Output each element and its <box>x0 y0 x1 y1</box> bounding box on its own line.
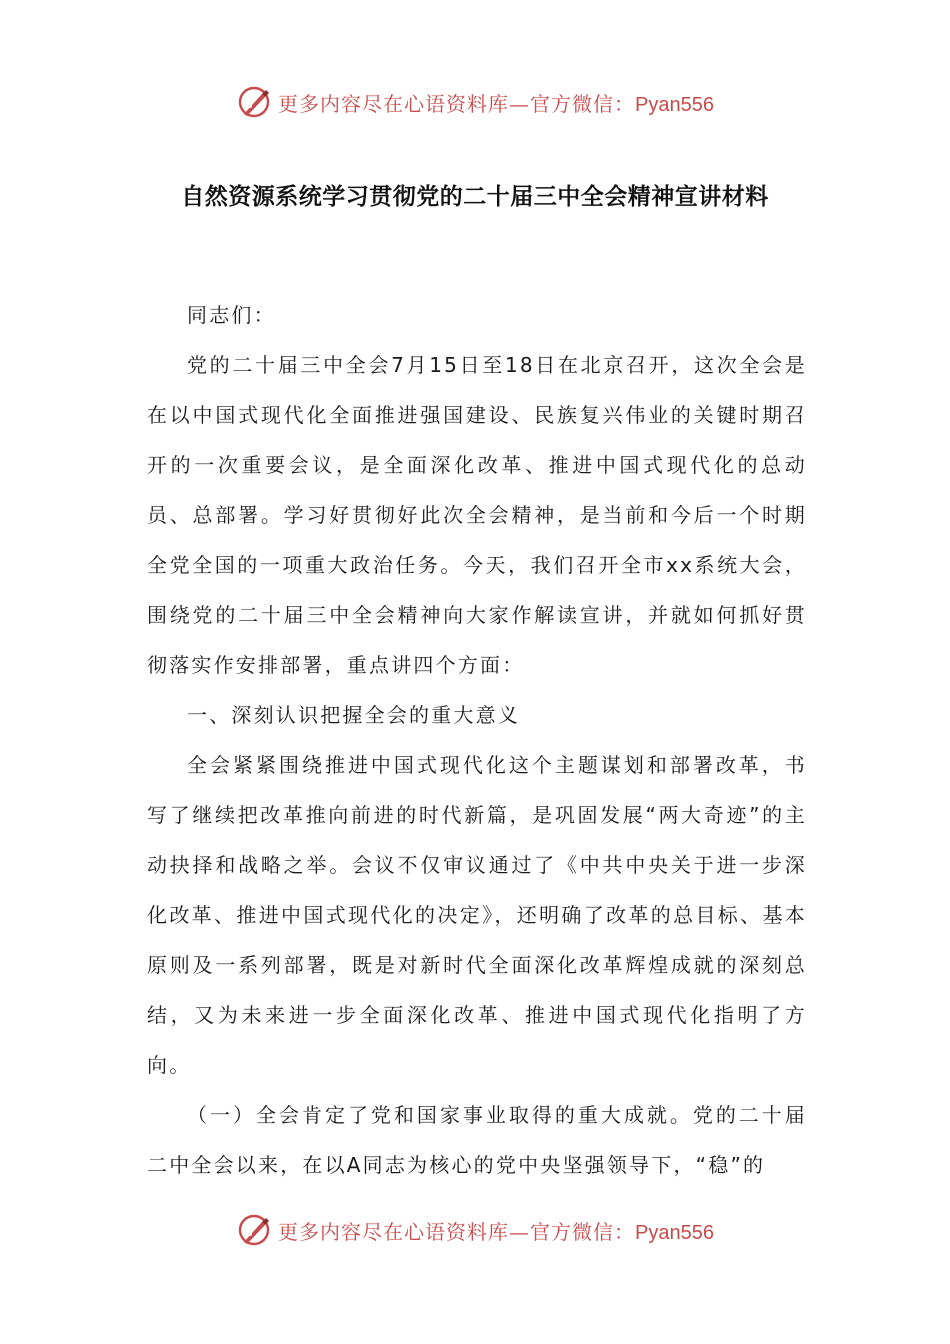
paragraph: 全会紧紧围绕推进中国式现代化这个主题谋划和部署改革，书写了继续把改革推向前进的时代新篇，是巩固发展“两大奇迹”的主动抉择和战略之举。会议不仅审议通过了《中共中央关于进一步深化改革、推进中国式现代化的决定》，还明确了改革的总目标、基本原则及一系列部署，既是对新时代全面深化改革辉煌成就的深刻总结，又为未来进一步全面深化改革、推进中国式现代化指明了方向。 <box>147 753 807 1077</box>
footer-watermark-banner <box>0 1208 950 1252</box>
subsection-paragraph: （一）全会肯定了党和国家事业取得的重大成就。党的二十届二中全会以来，在以A同志为核心的党中央坚强领导下，“稳”的 <box>147 1103 807 1177</box>
banner-text: 更多内容尽在心语资料库—官方微信：Pyan556 <box>278 91 714 116</box>
wechat-id: Pyan556 <box>635 1221 714 1244</box>
wechat-id: Pyan556 <box>635 93 714 116</box>
section-heading: 一、深刻认识把握全会的重大意义 <box>187 703 520 727</box>
salutation: 同志们： <box>187 303 276 327</box>
document-body <box>147 290 807 1190</box>
document-title: 自然资源系统学习贯彻党的二十届三中全会精神宣讲材料 <box>181 184 769 210</box>
pen-logo-icon <box>236 1212 272 1248</box>
banner-text: 更多内容尽在心语资料库—官方微信：Pyan556 <box>278 1219 714 1244</box>
header-watermark-banner <box>0 80 950 124</box>
pen-logo-icon <box>236 84 272 120</box>
paragraph: 党的二十届三中全会7月15日至18日在北京召开，这次全会是在以中国式现代化全面推进强国建设、民族复兴伟业的关键时期召开的一次重要会议，是全面深化改革、推进中国式现代化的总动员、总部署。学习好贯彻好此次全会精神，是当前和今后一个时期全党全国的一项重大政治任务。今天，我们召开全市xx系统大会，围绕党的二十届三中全会精神向大家作解读宣讲，并就如何抓好贯彻落实作安排部署，重点讲四个方面： <box>147 353 807 677</box>
